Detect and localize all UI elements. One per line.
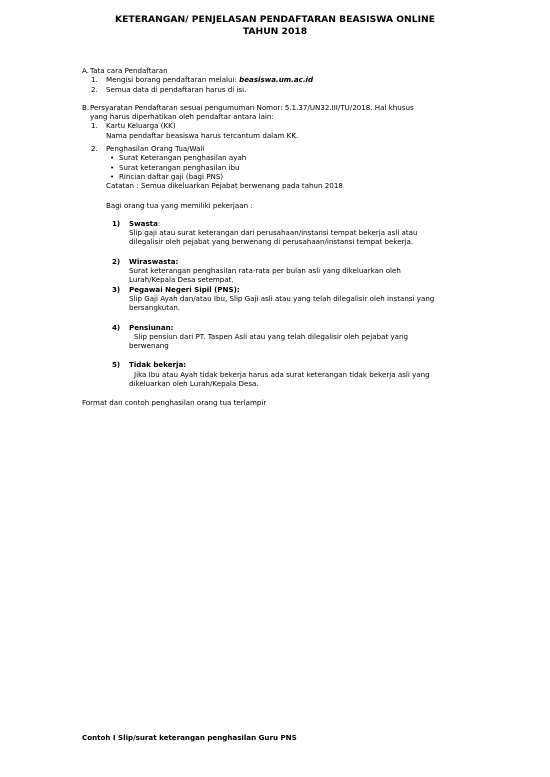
list-item-text <box>106 75 313 84</box>
list-number: 2) <box>112 256 121 266</box>
list-item-title: Kartu Keluarga (KK) <box>106 121 176 131</box>
document-body <box>82 66 482 408</box>
job-title <box>129 219 160 228</box>
list-number: 1. <box>91 75 98 85</box>
list-item-text: Semua data di pendaftaran harus di isi. <box>106 84 247 94</box>
section-b-title <box>90 103 414 122</box>
list-number: 4) <box>112 322 121 332</box>
registration-link[interactable]: beasiswa.um.ac.id <box>239 75 314 85</box>
section-b-title-line-2: yang harus diperhatikan oleh pendaftar antara lain: <box>90 112 274 122</box>
job-description-line: Jika Ibu atau Ayah tidak bekerja harus ada surat keterangan tidak bekerja asli yang <box>134 369 430 379</box>
job-item-wiraswasta <box>112 257 482 266</box>
list-number: 3) <box>112 284 121 294</box>
bullet-item <box>110 153 482 162</box>
job-description-line: dikeluarkan oleh Lurah/Kepala Desa. <box>129 379 259 389</box>
bullet-text: Surat Keterangan penghasilan ayah <box>119 153 247 163</box>
job-title: Tidak bekerja: <box>129 360 187 370</box>
job-title: Pensiunan: <box>129 322 174 332</box>
section-b-marker: B. <box>82 102 90 112</box>
job-item-pensiunan <box>112 323 482 332</box>
job-item-tidak-bekerja <box>112 360 482 369</box>
job-item-pns <box>112 285 482 294</box>
section-a-marker: A. <box>82 66 89 75</box>
job-title-text: Swasta <box>129 218 158 228</box>
section-a-heading <box>82 66 482 75</box>
bullet-icon: • <box>110 153 115 163</box>
section-a-item <box>91 75 482 84</box>
job-description-line: Slip pensiun dari PT. Taspen Asli atau yang telah dilegalisir oleh pejabat yang <box>134 331 409 341</box>
job-description-line: berwenang <box>129 341 169 351</box>
bullet-text: Surat keterangan penghasilan ibu <box>119 162 240 172</box>
section-b-heading <box>82 103 482 122</box>
bullet-icon: • <box>110 171 115 181</box>
section-a-item <box>91 85 482 94</box>
section-a-title: Tata cara Pendaftaran <box>90 66 168 75</box>
job-title-colon: : <box>157 218 161 228</box>
footer-caption: Contoh I Slip/surat keterangan penghasilan Guru PNS <box>82 733 297 742</box>
list-number: 2. <box>91 84 98 94</box>
list-number: 5) <box>112 360 121 370</box>
job-description-line: bersangkutan. <box>129 303 181 313</box>
list-number: 1) <box>112 218 121 228</box>
registration-instruction: Mengisi borang pendaftaran melalui: <box>106 75 240 85</box>
job-description-line: Surat keterangan penghasilan rata-rata per bulan asli yang dikeluarkan oleh <box>129 266 401 276</box>
job-title: Pegawai Negeri Sipil (PNS): <box>129 284 240 294</box>
title-line-2: TAHUN 2018 <box>242 25 308 37</box>
list-number: 2. <box>91 144 98 154</box>
section-b-title-line-1: Persyaratan Pendaftaran sesuai pengumuman Nomor: 5.1.37/UN32.III/TU/2018. Hal khusus <box>90 102 414 112</box>
job-description-line: dilegalisir oleh pejabat yang berwenang di perusahaan/instansi tempat bekerja. <box>129 237 414 247</box>
section-b-item-kk <box>91 121 482 130</box>
document-title <box>60 14 490 37</box>
job-title: Wiraswasta: <box>129 256 179 266</box>
closing-note: Format dan contoh penghasilan orang tua terlampir <box>82 398 267 408</box>
bullet-text: Rincian daftar gaji (bagi PNS) <box>119 171 224 181</box>
job-description-line: Slip Gaji Ayah dan/atau Ibu, Slip Gaji asli atau yang telah dilegalisir oleh instansi yang <box>129 293 435 303</box>
section-b-item-income <box>91 144 482 153</box>
job-item-swasta <box>112 219 482 228</box>
bullet-item <box>110 172 482 181</box>
jobs-intro: Bagi orang tua yang memiliki pekerjaan : <box>106 200 253 210</box>
list-number: 1. <box>91 121 98 131</box>
job-description-line: Lurah/Kepala Desa setempat. <box>129 275 234 285</box>
title-line-1: KETERANGAN/ PENJELASAN PENDAFTARAN BEASISWA ONLINE <box>115 14 435 25</box>
job-description-line: Slip gaji atau surat keterangan dari perusahaan/instansi tempat bekerja asli atau <box>129 228 418 238</box>
bullet-icon: • <box>110 162 115 172</box>
kk-description: Nama pendaftar beasiswa harus tercantum dalam KK. <box>106 130 299 140</box>
bullet-item <box>110 163 482 172</box>
list-item-title: Penghasilan Orang Tua/Wali <box>106 144 205 154</box>
income-note: Catatan : Semua dikeluarkan Pejabat berwenang pada tahun 2018 <box>106 181 343 191</box>
